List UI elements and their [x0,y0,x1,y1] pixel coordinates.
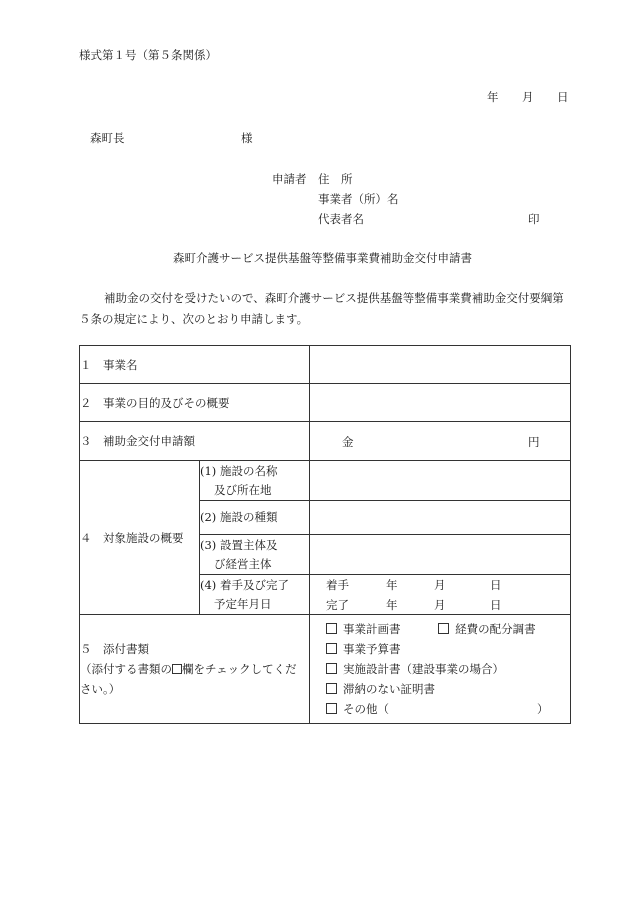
check-design-label: 実施設計書（建設事業の場合） [343,662,504,676]
start-month: 月 [434,578,446,592]
attachments-note-c: さい。） [80,682,121,696]
applicant-label: 申請者 [272,172,307,186]
applicant-representative: 代表者名 [318,212,364,226]
operator-line2: び経営主体 [214,556,272,571]
amount-kin: 金 [342,435,354,449]
addressee-suffix: 様 [241,131,253,145]
schedule-label [200,575,310,615]
start-year: 年 [386,578,398,592]
row-facility-label: ４ 対象施設の概要 [80,461,200,615]
check-budget-label: 事業予算書 [343,642,401,656]
check-design[interactable] [326,659,570,679]
check-budget[interactable] [326,639,570,659]
row-attachments-label [80,615,310,724]
facility-name-line2: 及び所在地 [214,482,272,497]
end-month: 月 [434,598,446,612]
check-plan-label: 事業計画書 [343,622,401,636]
date-day: 日 [557,90,569,104]
check-other-close: ） [537,702,549,716]
amount-yen: 円 [528,435,540,449]
operator-label [200,535,310,575]
checkbox-icon [438,623,449,634]
facility-name-field[interactable] [310,461,571,501]
attachments-note [80,659,309,679]
body-line-2: ５条の規定により、次のとおり申請します。 [79,312,309,326]
addressee-name: 森町長 [90,131,125,145]
facility-name-label [200,461,310,501]
checkbox-icon [326,683,337,694]
application-table [79,345,571,724]
operator-line1: (3) 設置主体及 [200,537,278,552]
checkbox-icon [326,623,337,634]
checkbox-icon [326,663,337,674]
check-tax-label: 滞納のない証明書 [343,682,435,696]
check-plan[interactable] [326,622,401,636]
body-line-1: 補助金の交付を受けたいので、森町介護サービス提供基盤等整備事業費補助金交付要綱第 [104,291,564,305]
start-day: 日 [490,578,502,592]
facility-type-label: (2) 施設の種類 [200,501,310,535]
end-label: 完了 [326,598,349,612]
end-day: 日 [490,598,502,612]
checkbox-icon [326,643,337,654]
checkbox-icon [326,703,337,714]
row-amount-label: ３ 補助金交付申請額 [80,422,310,461]
start-label: 着手 [326,578,349,592]
attachments-checklist [310,615,571,724]
project-name-field[interactable] [310,346,571,384]
date-year: 年 [487,90,499,104]
attachments-note-a: （添付する書類の [80,662,172,676]
check-other-label: その他（ [343,702,389,716]
date-month: 月 [522,90,534,104]
document-title: 森町介護サービス提供基盤等整備事業費補助金交付申請書 [173,251,472,265]
applicant-address: 住 所 [318,172,353,186]
amount-field[interactable] [310,422,571,461]
attachments-title: ５ 添付書類 [80,642,149,656]
schedule-line1: (4) 着手及び完了 [200,577,289,592]
schedule-line2: 予定年月日 [214,596,272,611]
applicant-seal: 印 [528,212,540,226]
checkbox-glyph-icon [172,664,182,674]
check-row-1 [326,619,570,639]
schedule-field[interactable] [310,575,571,615]
check-allocation[interactable] [438,622,536,636]
attachments-note-b: 欄をチェックしてくだ [182,662,297,676]
purpose-field[interactable] [310,384,571,422]
check-tax[interactable] [326,679,570,699]
facility-name-line1: (1) 施設の名称 [200,463,278,478]
applicant-office: 事業者（所）名 [318,192,399,206]
row-project-name-label: １ 事業名 [80,346,310,384]
facility-type-field[interactable] [310,501,571,535]
operator-field[interactable] [310,535,571,575]
form-number: 様式第１号（第５条関係） [79,48,217,62]
check-allocation-label: 経費の配分調書 [455,622,536,636]
row-purpose-label: ２ 事業の目的及びその概要 [80,384,310,422]
check-other[interactable] [326,699,570,719]
end-year: 年 [386,598,398,612]
